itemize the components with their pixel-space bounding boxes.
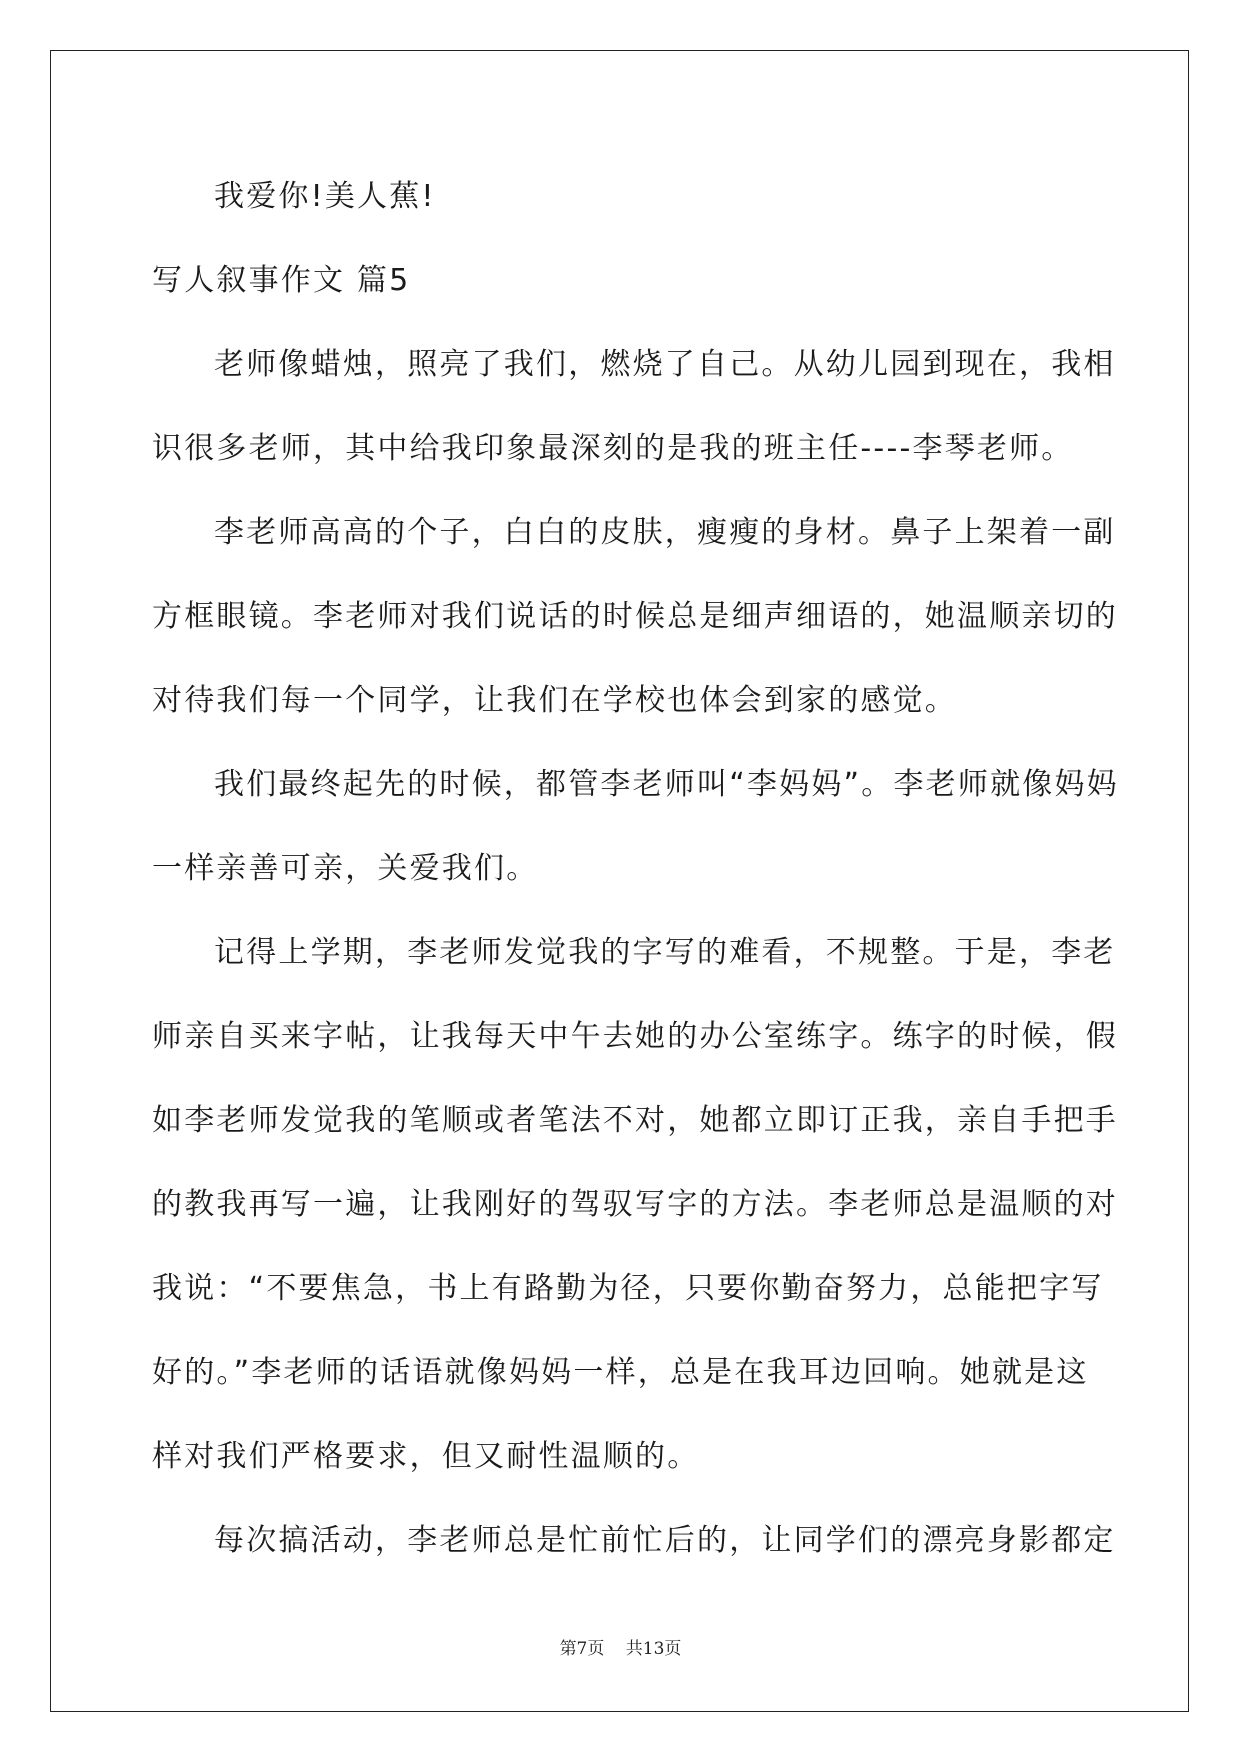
paragraph-line: 识很多老师，其中给我印象最深刻的是我的班主任----李琴老师。 (152, 431, 1074, 466)
paragraph-line: 样对我们严格要求，但又耐性温顺的。 (152, 1439, 700, 1474)
paragraph-line: 记得上学期，李老师发觉我的字写的难看，不规整。于是，李老 (214, 935, 1116, 970)
paragraph-line: 我爱你!美人蕉! (214, 179, 436, 214)
paragraph-line: 方框眼镜。李老师对我们说话的时候总是细声细语的，她温顺亲切的 (152, 599, 1118, 634)
paragraph-line: 我说：“不要焦急，书上有路勤为径，只要你勤奋努力，总能把字写 (152, 1271, 1104, 1306)
paragraph-line: 每次搞活动，李老师总是忙前忙后的，让同学们的漂亮身影都定 (214, 1523, 1116, 1558)
paragraph-line: 老师像蜡烛，照亮了我们，燃烧了自己。从幼儿园到现在，我相 (214, 347, 1116, 382)
paragraph-line: 我们最终起先的时候，都管李老师叫“李妈妈”。李老师就像妈妈 (214, 767, 1119, 802)
paragraph-line: 师亲自买来字帖，让我每天中午去她的办公室练字。练字的时候，假 (152, 1019, 1118, 1054)
paragraph-line: 好的。”李老师的话语就像妈妈一样，总是在我耳边回响。她就是这 (152, 1355, 1089, 1390)
paragraph-line: 如李老师发觉我的笔顺或者笔法不对，她都立即订正我，亲自手把手 (152, 1103, 1118, 1138)
page-total: 共13页 (625, 1639, 682, 1659)
paragraph-line: 的教我再写一遍，让我刚好的驾驭写字的方法。李老师总是温顺的对 (152, 1187, 1118, 1222)
paragraph-line: 李老师高高的个子，白白的皮肤，瘦瘦的身材。鼻子上架着一副 (214, 515, 1116, 550)
page-number: 第7页 (559, 1639, 605, 1659)
page-footer (0, 1634, 1241, 1659)
paragraph-line: 一样亲善可亲，关爱我们。 (152, 851, 539, 886)
document-body (152, 155, 1119, 1583)
paragraph-line: 对待我们每一个同学，让我们在学校也体会到家的感觉。 (152, 683, 957, 718)
section-heading: 写人叙事作文 篇5 (152, 263, 411, 298)
